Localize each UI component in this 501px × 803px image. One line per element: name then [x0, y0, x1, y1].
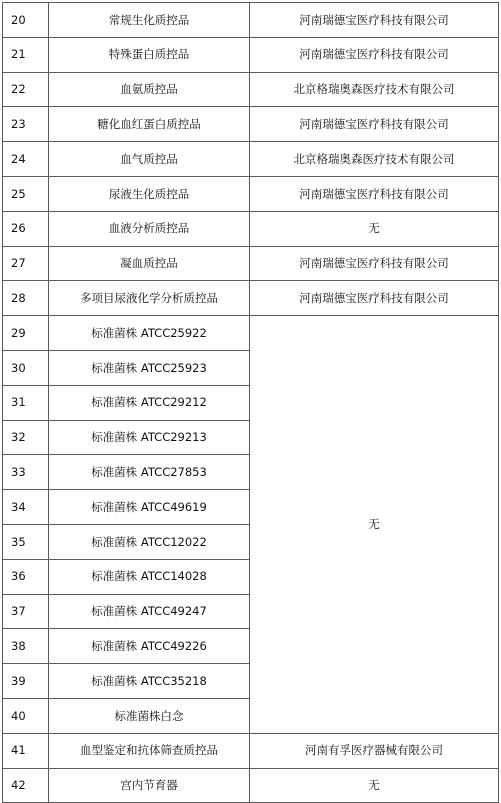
row-number: 42	[3, 768, 49, 803]
product-name: 标准菌株 ATCC12022	[49, 524, 250, 559]
vendor-name: 河南瑞德宝医疗科技有限公司	[250, 37, 499, 72]
vendor-name-merged: 无	[250, 316, 499, 734]
product-name: 血液分析质控品	[49, 211, 250, 246]
row-number: 33	[3, 455, 49, 490]
table-row	[3, 3, 499, 38]
vendor-name: 北京格瑞奥森医疗技术有限公司	[250, 72, 499, 107]
product-name: 标准菌株 ATCC25922	[49, 316, 250, 351]
product-name: 常规生化质控品	[49, 3, 250, 38]
product-name: 宫内节育器	[49, 768, 250, 803]
table-row	[3, 37, 499, 72]
table-row	[3, 281, 499, 316]
product-name: 特殊蛋白质控品	[49, 37, 250, 72]
product-name: 标准菌株 ATCC35218	[49, 664, 250, 699]
row-number: 25	[3, 176, 49, 211]
row-number: 40	[3, 698, 49, 733]
product-name: 标准菌株 ATCC49226	[49, 629, 250, 664]
product-name: 标准菌株 ATCC29213	[49, 420, 250, 455]
table-row	[3, 107, 499, 142]
row-number: 24	[3, 142, 49, 177]
product-name: 标准菌株 ATCC14028	[49, 559, 250, 594]
product-name: 凝血质控品	[49, 246, 250, 281]
row-number: 31	[3, 385, 49, 420]
row-number: 35	[3, 524, 49, 559]
row-number: 30	[3, 350, 49, 385]
vendor-name: 河南瑞德宝医疗科技有限公司	[250, 176, 499, 211]
row-number: 20	[3, 3, 49, 38]
vendor-name: 无	[250, 211, 499, 246]
product-name: 标准菌株 ATCC49619	[49, 490, 250, 525]
row-number: 38	[3, 629, 49, 664]
table-row	[3, 211, 499, 246]
vendor-name: 河南瑞德宝医疗科技有限公司	[250, 107, 499, 142]
vendor-name: 无	[250, 768, 499, 803]
row-number: 41	[3, 733, 49, 768]
row-number: 27	[3, 246, 49, 281]
table-row	[3, 316, 499, 351]
product-name: 尿液生化质控品	[49, 176, 250, 211]
row-number: 28	[3, 281, 49, 316]
row-number: 39	[3, 664, 49, 699]
table-row	[3, 142, 499, 177]
vendor-name: 河南有孚医疗器械有限公司	[250, 733, 499, 768]
product-name: 标准菌株 ATCC49247	[49, 594, 250, 629]
product-name: 标准菌株 ATCC25923	[49, 350, 250, 385]
row-number: 22	[3, 72, 49, 107]
row-number: 36	[3, 559, 49, 594]
row-number: 32	[3, 420, 49, 455]
row-number: 29	[3, 316, 49, 351]
product-name: 血型鉴定和抗体筛查质控品	[49, 733, 250, 768]
qc-product-table	[2, 2, 499, 803]
vendor-name: 河南瑞德宝医疗科技有限公司	[250, 3, 499, 38]
product-name: 多项目尿液化学分析质控品	[49, 281, 250, 316]
table-row	[3, 733, 499, 768]
product-name: 标准菌株白念	[49, 698, 250, 733]
row-number: 37	[3, 594, 49, 629]
product-name: 标准菌株 ATCC27853	[49, 455, 250, 490]
row-number: 34	[3, 490, 49, 525]
row-number: 26	[3, 211, 49, 246]
table-row	[3, 72, 499, 107]
product-name: 血气质控品	[49, 142, 250, 177]
table-row	[3, 768, 499, 803]
product-name: 标准菌株 ATCC29212	[49, 385, 250, 420]
row-number: 21	[3, 37, 49, 72]
vendor-name: 河南瑞德宝医疗科技有限公司	[250, 281, 499, 316]
vendor-name: 河南瑞德宝医疗科技有限公司	[250, 246, 499, 281]
vendor-name: 北京格瑞奥森医疗技术有限公司	[250, 142, 499, 177]
row-number: 23	[3, 107, 49, 142]
table-row	[3, 176, 499, 211]
product-name: 血氨质控品	[49, 72, 250, 107]
product-name: 糖化血红蛋白质控品	[49, 107, 250, 142]
table-row	[3, 246, 499, 281]
